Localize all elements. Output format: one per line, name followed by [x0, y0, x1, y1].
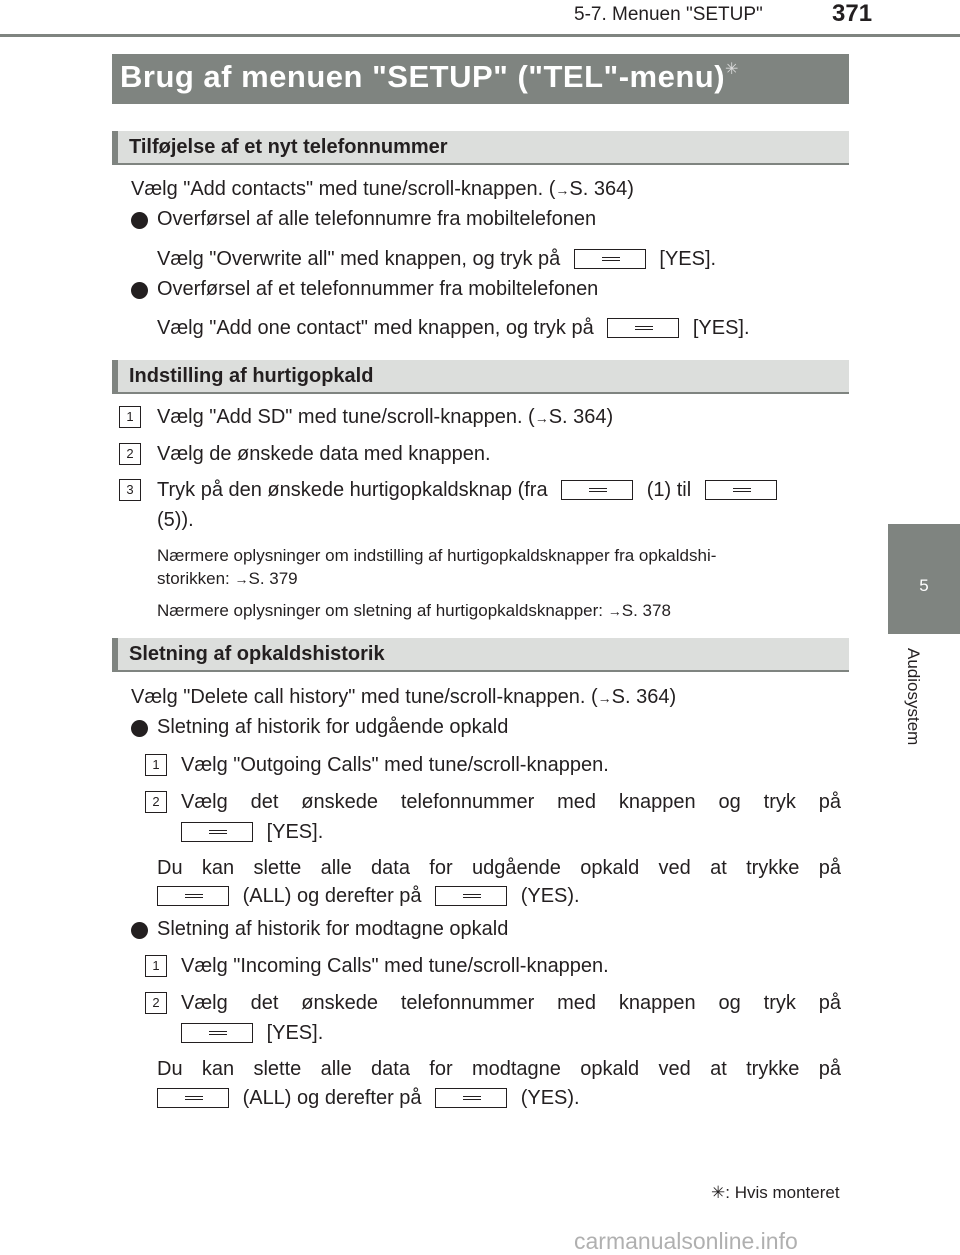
sec3-b1-step2: Vælg det ønskede telefonnummer med knappen og tryk på	[181, 791, 841, 813]
asterisk-icon: ✳	[725, 61, 739, 78]
instruction-text: [YES].	[659, 248, 717, 270]
step-number: 2	[119, 443, 141, 465]
section-heading-text: Sletning af opkaldshistorik	[129, 643, 385, 665]
footnote-text: : Hvis monteret	[725, 1183, 840, 1202]
sec3-b1-step2-cont	[181, 821, 323, 844]
sec3-intro-text: Vælg "Delete call history" med tune/scroll-knappen. (	[131, 686, 598, 708]
sec3-b2-step1: Vælg "Incoming Calls" med tune/scroll-knappen.	[181, 955, 609, 977]
instruction-text: (YES).	[520, 1087, 580, 1109]
chapter-label: Audiosystem	[904, 648, 923, 746]
telephone-switch-icon	[157, 1088, 229, 1108]
step-text: Vælg "Add SD" med tune/scroll-knappen. (	[157, 406, 535, 428]
sec3-bullet2-title: Sletning af historik for modtagne opkald	[157, 918, 509, 940]
section-heading-delete-history	[112, 638, 849, 672]
telephone-switch-icon	[435, 886, 507, 906]
section-heading-add-number	[112, 131, 849, 165]
instruction-text: Vælg "Overwrite all" med knappen, og tryk på	[157, 248, 561, 270]
arrow-icon: →	[234, 571, 249, 587]
instruction-text: Vælg "Add one contact" med knappen, og tryk på	[157, 317, 594, 339]
step-number: 1	[119, 406, 141, 428]
sec3-b2-step2-cont	[181, 1022, 323, 1045]
step-number: 1	[145, 754, 167, 776]
sec3-b2-all: Du kan slette alle data for modtagne opkald ved at trykke på	[157, 1058, 841, 1080]
top-rule	[0, 34, 960, 37]
step-number: 3	[119, 479, 141, 501]
sec3-bullet1-title: Sletning af historik for udgående opkald	[157, 716, 509, 738]
section-heading-speed-dial	[112, 360, 849, 394]
bullet-icon	[131, 282, 148, 299]
sec3-b1-all-cont	[157, 885, 580, 908]
bullet-icon	[131, 720, 148, 737]
sec1-intro	[131, 178, 634, 201]
footnote	[711, 1183, 840, 1203]
sec2-note2	[157, 601, 671, 621]
sec1-intro-text: Vælg "Add contacts" med tune/scroll-knappen. (	[131, 178, 556, 200]
step-text: (1) til	[646, 479, 692, 501]
arrow-icon: →	[534, 410, 549, 426]
watermark: carmanualsonline.info	[574, 1228, 798, 1254]
page-ref[interactable]: S. 379	[248, 569, 298, 588]
step-number: 2	[145, 791, 167, 813]
sec2-step2: Vælg de ønskede data med knappen.	[157, 443, 491, 465]
bullet-icon	[131, 922, 148, 939]
page-title-bar	[112, 54, 849, 104]
instruction-text: (YES).	[520, 885, 580, 907]
asterisk-icon: ✳	[711, 1183, 726, 1202]
page-title-text: Brug af menuen "SETUP" ("TEL"-menu)	[120, 59, 726, 94]
preset-button-icon	[705, 480, 777, 500]
step-text: [YES].	[266, 1022, 324, 1044]
telephone-switch-icon	[181, 822, 253, 842]
step-text: Tryk på den ønskede hurtigopkaldsknap (fra	[157, 479, 548, 501]
instruction-text: (ALL) og derefter på	[242, 885, 422, 907]
step-text: [YES].	[266, 821, 324, 843]
sec1-bullet2-text	[157, 317, 750, 340]
section-heading-text: Tilføjelse af et nyt telefonnummer	[129, 136, 448, 158]
page-ref[interactable]: S. 364)	[611, 686, 677, 708]
page-number: 371	[832, 0, 873, 27]
arrow-icon: →	[597, 690, 612, 706]
arrow-icon: →	[607, 603, 622, 619]
sec3-b2-all-cont	[157, 1087, 580, 1110]
sec2-step1	[157, 406, 613, 429]
instruction-text: [YES].	[692, 317, 750, 339]
step-number: 1	[145, 955, 167, 977]
telephone-switch-icon	[574, 249, 646, 269]
sec3-intro	[131, 686, 676, 709]
sec3-b1-all: Du kan slette alle data for udgående opkald ved at trykke på	[157, 857, 841, 879]
section-heading-text: Indstilling af hurtigopkald	[129, 365, 374, 387]
bullet-icon	[131, 212, 148, 229]
step-number: 2	[145, 992, 167, 1014]
telephone-switch-icon	[181, 1023, 253, 1043]
sec1-bullet1-text	[157, 248, 716, 271]
sec3-b1-step1: Vælg "Outgoing Calls" med tune/scroll-knappen.	[181, 754, 609, 776]
sec3-b2-step2: Vælg det ønskede telefonnummer med knappen og tryk på	[181, 992, 841, 1014]
preset-button-icon	[561, 480, 633, 500]
telephone-switch-icon	[607, 318, 679, 338]
sec2-step3	[157, 479, 777, 502]
instruction-text: (ALL) og derefter på	[242, 1087, 422, 1109]
page-ref[interactable]: S. 378	[621, 601, 671, 620]
page-ref[interactable]: S. 364)	[569, 178, 634, 200]
note-text: Nærmere oplysninger om sletning af hurtigopkaldsknapper:	[157, 601, 604, 620]
sec2-note1: Nærmere oplysninger om indstilling af hurtigopkaldsknapper fra opkaldshi-	[157, 546, 717, 565]
sec1-bullet1-title: Overførsel af alle telefonnumre fra mobiltelefonen	[157, 208, 597, 230]
telephone-switch-icon	[435, 1088, 507, 1108]
chapter-tab: 5	[888, 524, 960, 634]
sec2-step3-cont: (5)).	[157, 509, 194, 531]
running-title: 5-7. Menuen "SETUP"	[574, 4, 763, 25]
sec1-bullet2-title: Overførsel af et telefonnummer fra mobiltelefonen	[157, 278, 599, 300]
telephone-switch-icon	[157, 886, 229, 906]
note-text: storikken:	[157, 569, 230, 588]
page-title	[120, 59, 739, 95]
arrow-icon: →	[555, 182, 570, 198]
sec2-note1-cont	[157, 569, 298, 589]
page-ref[interactable]: S. 364)	[548, 406, 614, 428]
